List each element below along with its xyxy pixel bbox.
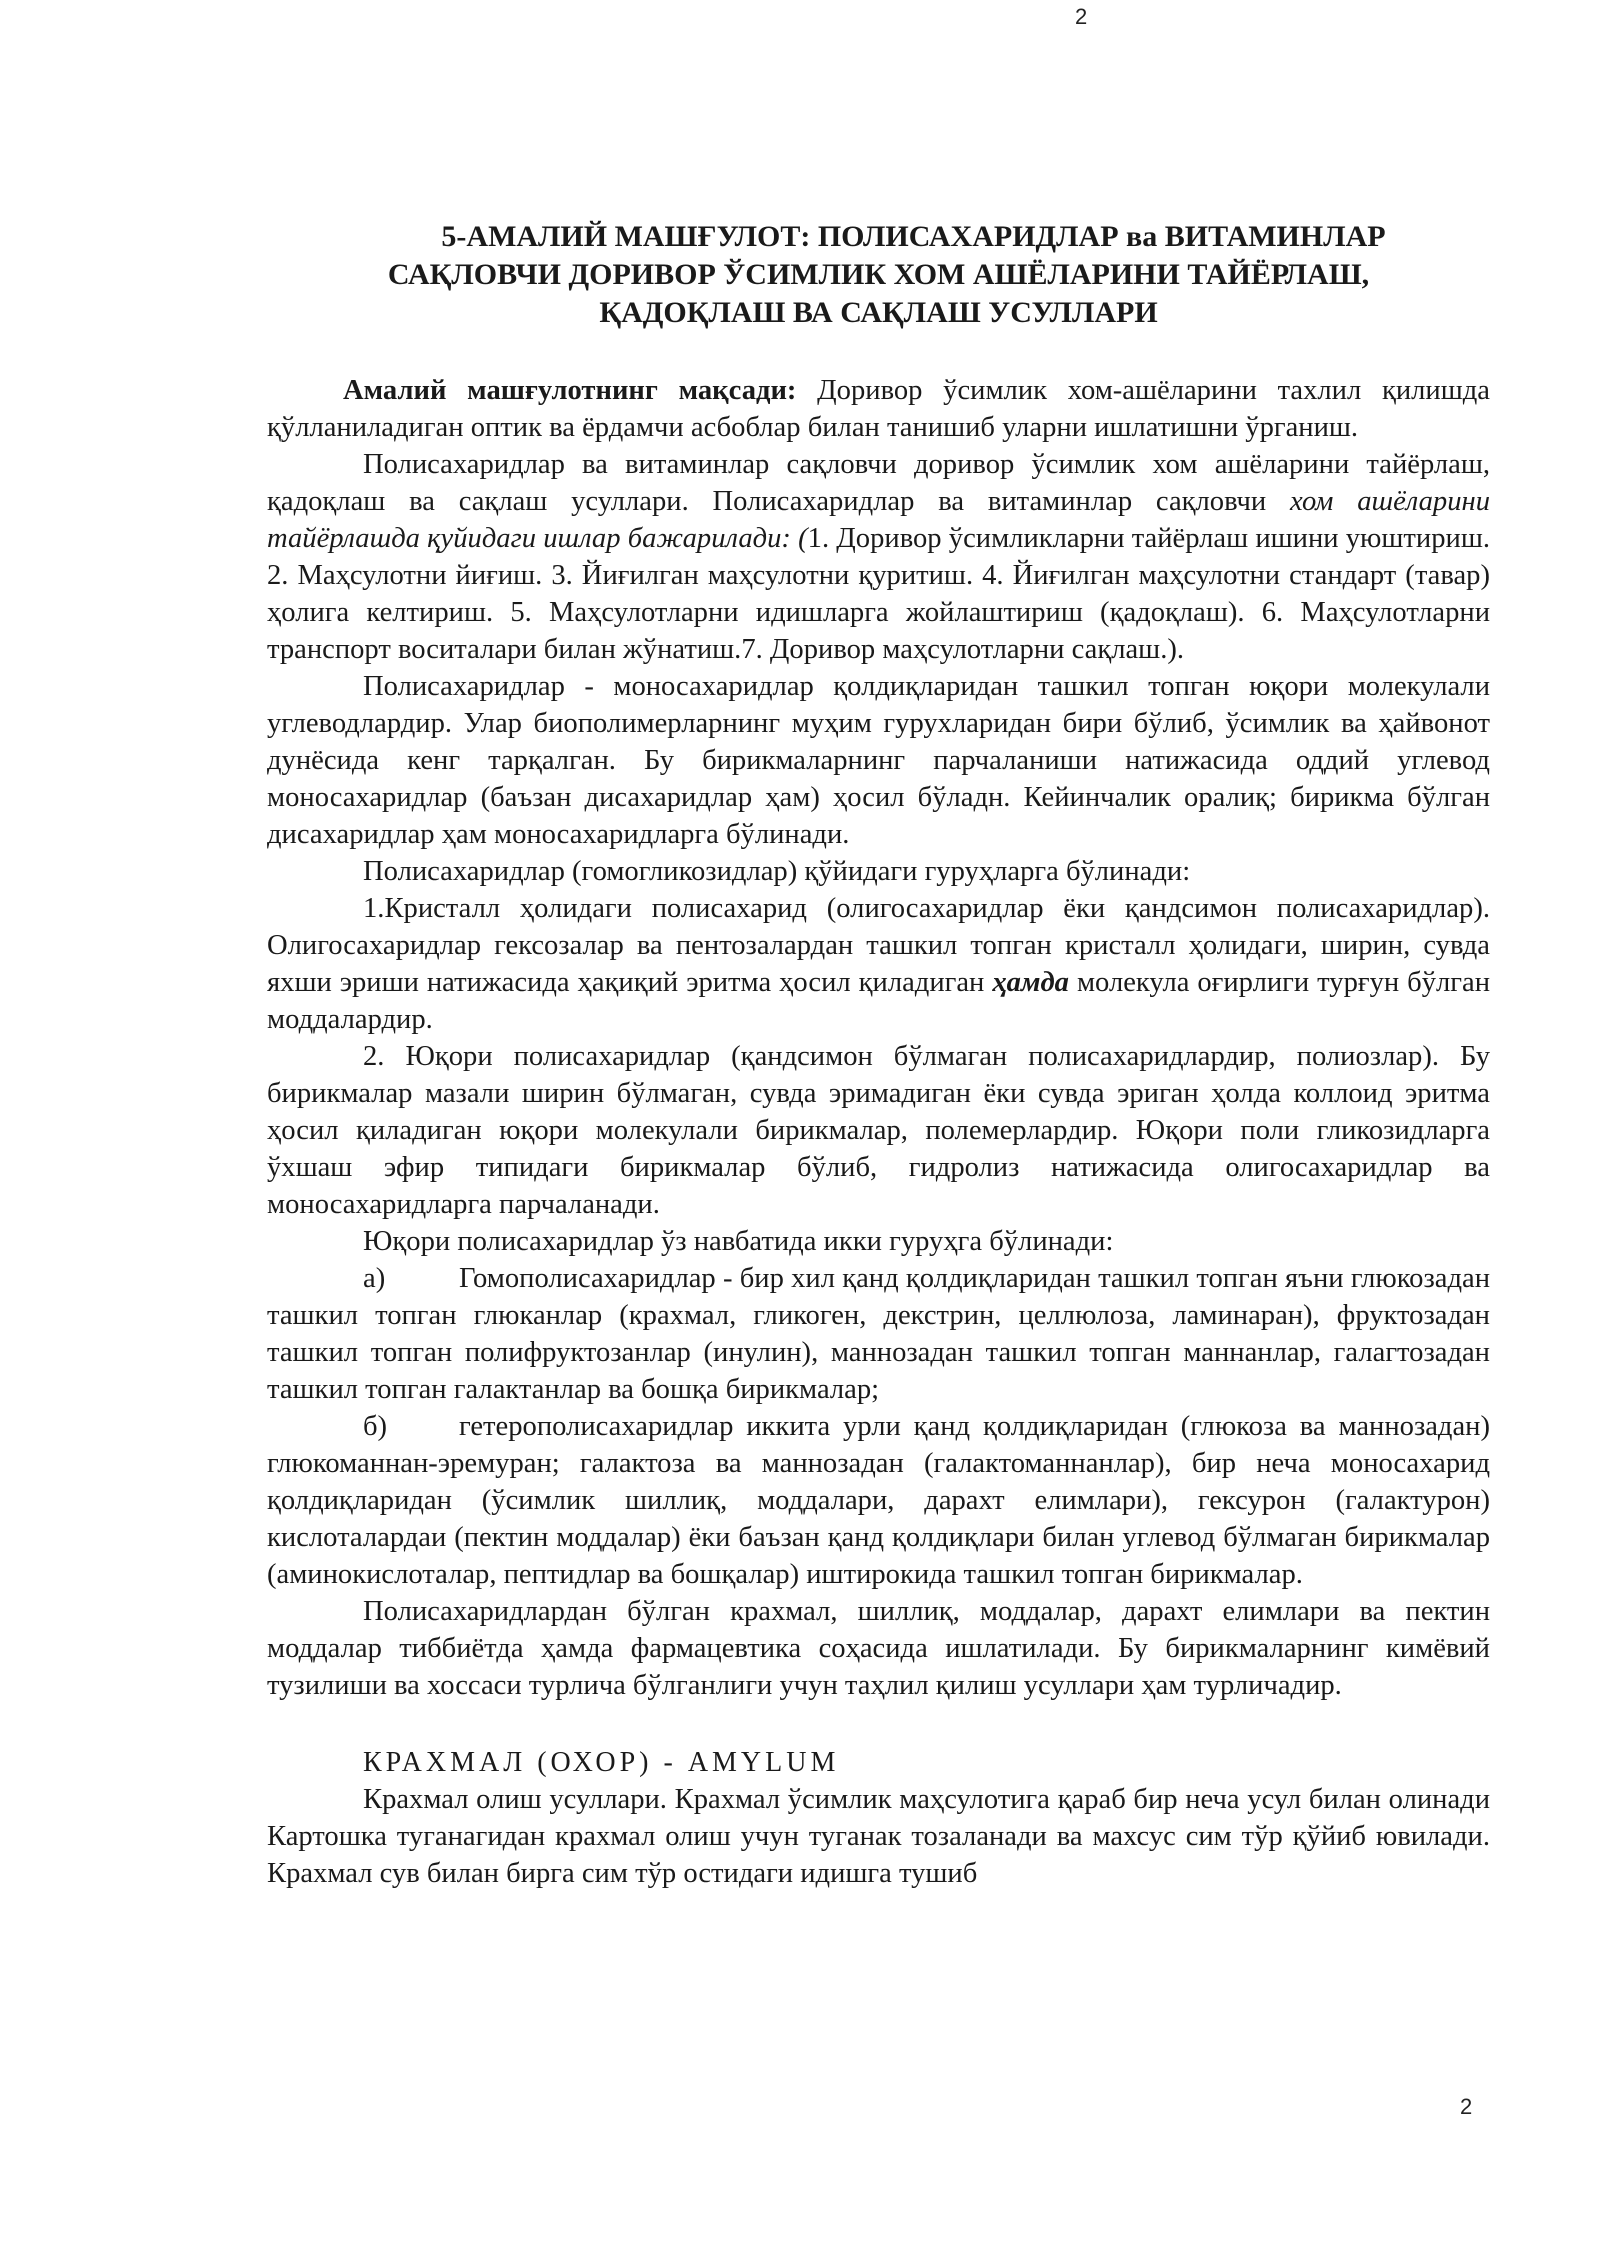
purpose-text: Доривор ўсимлик хом-ашёларини тахлил қилишда қўлланиладиган оптик ва ёрдамчи асбоблар билан танишиб уларни ишлатишни ўрганиш.	[267, 375, 1490, 443]
paragraph-classification: Полисахаридлар (гомогликозидлар) қўйидаги гуруҳларга бўлинади:	[363, 856, 1191, 887]
preparation-text-1: Полисахаридлар ва витаминлар сақловчи доривор ўсимлик хом ашёларини тайёрлаш, қадоқлаш ва сақлаш усуллари. Полисахаридлар ва витаминлар сақловчи	[267, 449, 1490, 517]
heteropolysaccharides-text: гетерополисахаридлар иккита урли қанд қолдиқларидан (глюкоза ва маннозадан) глюкоманнан-эремуран; галактоза ва маннозадан (галактоманнанлар), бир неча моносахарид қолдиқларидан (ўсимлик шиллиқ, моддалари, дарахт елимлари), гексурон (галактурон) кислоталардаи (пектин моддалар) ёки баъзан қанд қолдиқлари билан углевод бўлмаган бирикмалар (аминокислоталар, пептидлар ва бошқалар) иштирокида ташкил топган бирикмалар.	[267, 1411, 1490, 1590]
document-body	[267, 218, 1490, 1892]
page-number-top: 2	[1075, 4, 1088, 29]
crystal-text-2: молекула оғирлиги турғун бўлган моддалардир.	[267, 967, 1490, 1035]
preparation-italic: хом ашёларини тайёрлашда қуйидаги ишлар бажарилади: (	[267, 486, 1490, 554]
paragraph-polysaccharides-definition: Полисахаридлар - моносахаридлар қолдиқларидан ташкил топган юқори молекулали углеводлардир. Улар биополимерларнинг муҳим гурухларидан бири бўлиб, ўсимлик ва ҳайвонот дунёсида кенг тарқалган. Бу бирикмаларнинг парчаланиши натижасида оддий углевод моносахаридлар (баъзан дисахаридлар ҳам) ҳосил бўладн. Кейинчалик оралиқ; бирикма бўлган дисахаридлар ҳам моносахаридларга бўлинади.	[267, 671, 1490, 850]
section-heading-starch: КРАХМАЛ (ОХОР) - AMYLUM	[363, 1747, 840, 1778]
page-number-bottom: 2	[1460, 2094, 1473, 2119]
title-line-2: САҚЛОВЧИ ДОРИВОР ЎСИМЛИК ХОМ АШЁЛАРИНИ ТАЙЁРЛАШ,	[387, 258, 1370, 291]
list-label-a: а)	[363, 1263, 386, 1294]
paragraph-purpose	[267, 372, 1490, 446]
list-item-heteropolysaccharides	[267, 1408, 1490, 1593]
paragraph-two-groups: Юқори полисахаридлар ўз навбатида икки гуруҳга бўлинади:	[363, 1226, 1114, 1257]
paragraph-starch-methods: Крахмал олиш усуллари. Крахмал ўсимлик маҳсулотига қараб бир неча усул билан олинади Картошка туганагидан крахмал олиш учун туганак тозаланади ва махсус сим тўр қўйиб ювилади. Крахмал сув билан бирга сим тўр остидаги идишга тушиб	[267, 1784, 1490, 1889]
homopolysaccharides-text: Гомополисахаридлар - бир хил қанд қолдиқларидан ташкил топган яъни глюкозадан ташкил топган глюканлар (крахмал, гликоген, декстрин, целлюлоза, ламинаран), фруктозадан ташкил топган полифруктозанлар (инулин), маннозадан ташкил топган маннанлар, галагтозадан ташкил топган галактанлар ва бошқа бирикмалар;	[267, 1263, 1490, 1405]
list-label-b: б)	[363, 1411, 388, 1442]
purpose-label: Амалий машғулотнинг мақсади:	[343, 375, 797, 406]
paragraph-usage: Полисахаридлардан бўлган крахмал, шиллиқ, моддалар, дарахт елимлари ва пектин моддалар тиббиётда ҳамда фармацевтика соҳасида ишлатилади. Бу бирикмаларнинг кимёвий тузилиши ва хоссаси турлича бўлганлиги учун таҳлил қилиш усуллари ҳам турличадир.	[267, 1596, 1490, 1701]
title-line-3: ҚАДОҚЛАШ ВА САҚЛАШ УСУЛЛАРИ	[599, 296, 1158, 329]
crystal-bold-italic: ҳамда	[992, 967, 1069, 998]
paragraph-crystal-polysaccharides	[267, 890, 1490, 1038]
paragraph-preparation	[267, 446, 1490, 668]
list-item-homopolysaccharides	[267, 1260, 1490, 1408]
document-title	[267, 218, 1490, 332]
title-line-1: 5-АМАЛИЙ МАШҒУЛОТ: ПОЛИСАХАРИДЛАР ва ВИТАМИНЛАР	[441, 220, 1386, 253]
paragraph-high-polysaccharides: 2. Юқори полисахаридлар (қандсимон бўлмаган полисахаридлардир, полиозлар). Бу бирикмалар мазали ширин бўлмаган, сувда эримадиган ёки сувда эриган ҳолда коллоид эритма ҳосил қиладиган юқори молекулали бирикмалар, полемерлардир. Юқори поли гликозидларга ўхшаш эфир типидаги бирикмалар бўлиб, гидролиз натижасида олигосахаридлар ва моносахаридларга парчаланади.	[267, 1041, 1490, 1220]
crystal-text-1: 1.Кристалл ҳолидаги полисахарид (олигосахаридлар ёки қандсимон полисахаридлар). Олигосахаридлар гексозалар ва пентозалардан ташкил топган кристалл ҳолидаги, ширин, сувда яхши эриши натижасида ҳақиқий эритма ҳосил қиладиган	[267, 893, 1490, 998]
preparation-text-2: 1. Доривор ўсимликларни тайёрлаш ишини уюштириш. 2. Маҳсулотни йиғиш. 3. Йиғилган маҳсулотни қуритиш. 4. Йиғилган маҳсулотни стандарт (тавар) ҳолига келтириш. 5. Маҳсулотларни идишларга жойлаштириш (қадоқлаш). 6. Маҳсулотларни транспорт воситалари билан жўнатиш.7. Доривор маҳсулотларни сақлаш.).	[267, 523, 1490, 665]
